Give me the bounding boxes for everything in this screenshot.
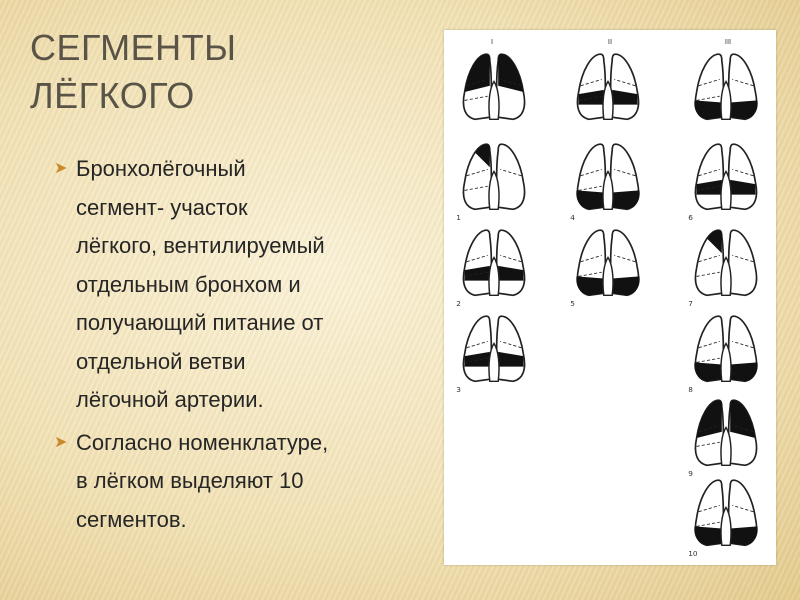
diagram-number-label: 9 bbox=[688, 468, 693, 478]
diagram-number-label: 5 bbox=[570, 298, 575, 308]
lung-diagram bbox=[463, 54, 524, 119]
segment-fill bbox=[465, 54, 490, 92]
left-lung-outline bbox=[695, 144, 723, 209]
bullet-line: в лёгком выделяют 10 bbox=[76, 468, 304, 493]
diagram-number-label: 7 bbox=[688, 298, 693, 308]
segment-fill bbox=[697, 400, 722, 438]
bullet-line: отдельным бронхом и bbox=[76, 271, 301, 297]
lung-diagram bbox=[694, 54, 757, 119]
bullet-line: Бронхолёгочный bbox=[76, 156, 246, 181]
right-lung-outline bbox=[497, 144, 525, 209]
segment-fill bbox=[730, 526, 757, 545]
bullet-line: сегмент- участок bbox=[76, 194, 248, 220]
segment-fill bbox=[694, 100, 721, 119]
left-lung-outline bbox=[577, 54, 605, 119]
right-lung-outline bbox=[611, 54, 639, 119]
right-lung-outline bbox=[497, 316, 525, 381]
bullet-line: лёгочной артерии. bbox=[76, 387, 264, 412]
column-label: I bbox=[490, 38, 494, 46]
right-lung-outline bbox=[497, 230, 525, 295]
lung-diagram bbox=[688, 230, 756, 308]
title-line-1: СЕГМЕНТЫ bbox=[30, 27, 237, 68]
segment-fill bbox=[694, 526, 721, 545]
bullet-list bbox=[50, 150, 410, 543]
column-label: III bbox=[724, 38, 732, 46]
title-line-2: ЛЁГКОГО bbox=[30, 75, 195, 116]
lung-diagram bbox=[688, 144, 756, 222]
diagram-number-label: 1 bbox=[456, 212, 461, 222]
arrow-bullet-icon: ➤ bbox=[54, 433, 68, 451]
diagram-number-label: 2 bbox=[456, 298, 461, 308]
bullet-line: отдельной ветви bbox=[76, 348, 246, 374]
diagram-number-label: 8 bbox=[688, 384, 693, 394]
lung-diagram bbox=[570, 230, 639, 308]
lung-diagram bbox=[688, 400, 756, 478]
diagram-number-label: 10 bbox=[688, 548, 698, 558]
lung-diagram bbox=[456, 230, 524, 308]
slide-title bbox=[30, 24, 410, 120]
lung-diagram bbox=[688, 480, 757, 558]
segment-fill bbox=[498, 54, 523, 92]
segment-fill bbox=[730, 362, 757, 381]
segment-fill bbox=[694, 362, 721, 381]
lung-diagram bbox=[577, 54, 638, 119]
bullet-line: сегментов. bbox=[76, 506, 187, 532]
left-lung-outline bbox=[463, 316, 491, 381]
bullet-definition bbox=[50, 150, 410, 420]
segment-fill bbox=[612, 190, 639, 209]
bullet-line: получающий питание от bbox=[76, 310, 324, 335]
segment-fill bbox=[612, 276, 639, 295]
lung-segments-diagram bbox=[444, 30, 776, 565]
segment-fill bbox=[576, 190, 603, 209]
diagram-number-label: 3 bbox=[456, 384, 461, 394]
right-lung-outline bbox=[729, 230, 757, 295]
right-lung-outline bbox=[729, 144, 757, 209]
bullet-line: лёгкого, вентилируемый bbox=[76, 233, 325, 258]
arrow-bullet-icon: ➤ bbox=[54, 160, 68, 177]
left-lung-outline bbox=[463, 230, 491, 295]
diagram-number-label: 6 bbox=[688, 212, 693, 222]
lung-diagram bbox=[570, 144, 639, 222]
lung-diagram bbox=[456, 144, 524, 222]
bullet-line: Согласно номенклатуре, bbox=[76, 429, 329, 455]
lung-diagram bbox=[456, 316, 524, 394]
column-label: II bbox=[607, 38, 613, 46]
segment-fill bbox=[576, 276, 603, 295]
segment-fill bbox=[730, 100, 757, 119]
segment-fill bbox=[730, 400, 755, 438]
lung-segments-figure bbox=[444, 30, 776, 565]
bullet-nomenclature bbox=[50, 424, 410, 540]
lung-diagram bbox=[688, 316, 757, 394]
diagram-number-label: 4 bbox=[570, 212, 575, 222]
